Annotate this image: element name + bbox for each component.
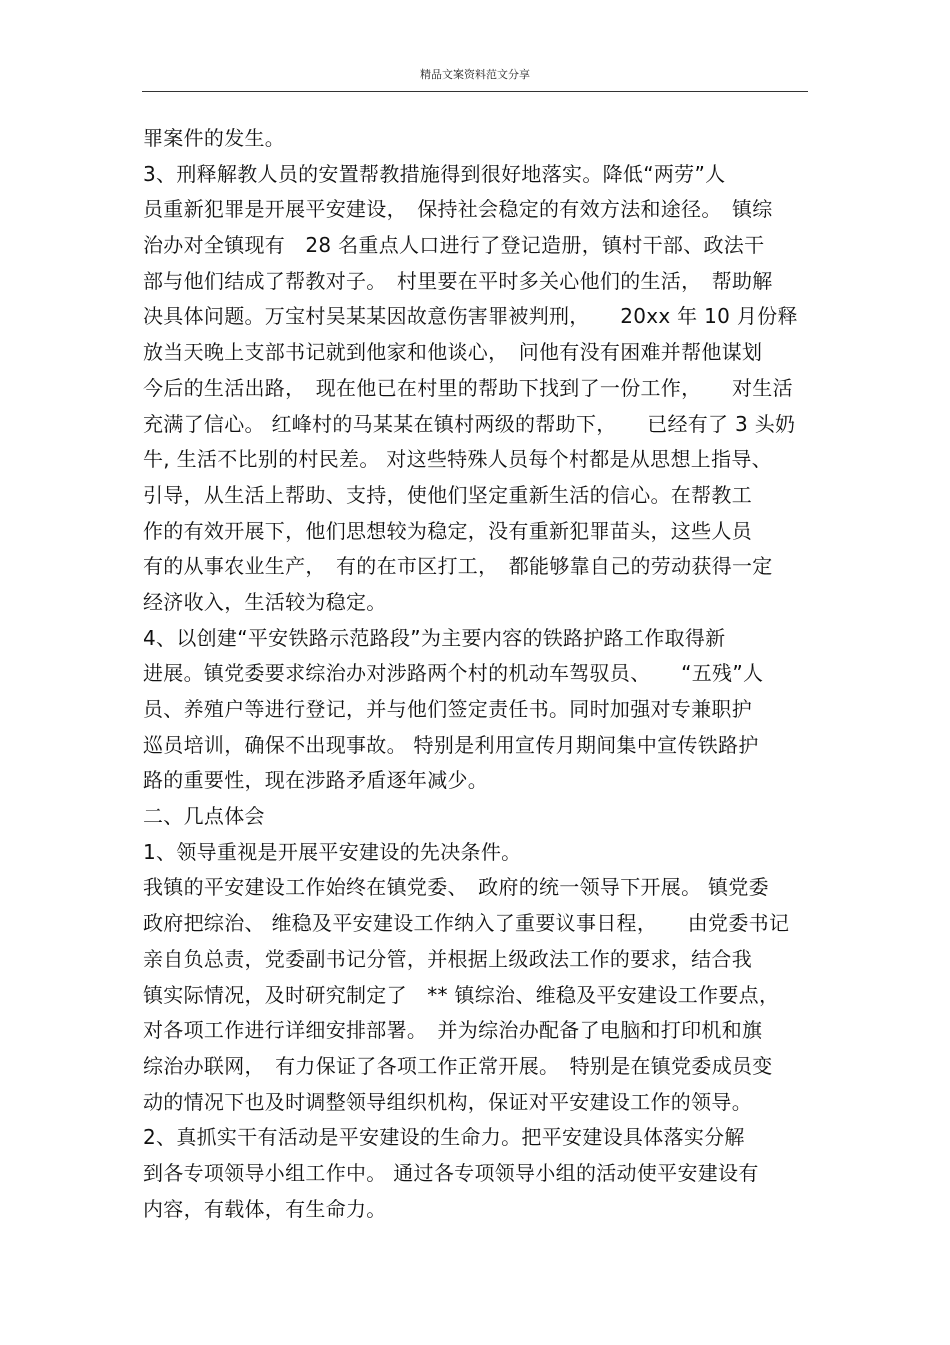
text-line: 2、真抓实干有活动是平安建设的生命力。把平安建设具体落实分解 [143,1125,745,1150]
text-line: 我镇的平安建设工作始终在镇党委、 政府的统一领导下开展。 镇党委 [143,875,769,900]
text-line: 动的情况下也及时调整领导组织机构，保证对平安建设工作的领导。 [143,1089,752,1114]
text-line: 亲自负总责，党委副书记分管，并根据上级政法工作的要求，结合我 [143,946,752,971]
text-line: 巡员培训，确保不出现事故。 特别是利用宣传月期间集中宣传铁路护 [143,732,759,757]
text-line: 经济收入，生活较为稳定。 [143,589,387,614]
text-line: 有的从事农业生产， 有的在市区打工， 都能够靠自己的劳动获得一定 [143,554,773,579]
text-line: 对各项工作进行详细安排部署。 并为综治办配备了电脑和打印机和旗 [143,1018,763,1043]
text-line: 今后的生活出路， 现在他已在村里的帮助下找到了一份工作， 对生活 [143,375,793,400]
text-line: 引导，从生活上帮助、支持，使他们坚定重新生活的信心。在帮教工 [143,482,752,507]
header-divider [142,91,808,92]
page-header: 精品文案资料范文分享 [420,68,530,81]
text-line: 充满了信心。 红峰村的马某某在镇村两级的帮助下， 已经有了 3 头奶 [143,411,796,436]
text-line: 路的重要性，现在涉路矛盾逐年减少。 [143,768,489,793]
document-body [143,121,808,1227]
text-line: 部与他们结成了帮教对子。 村里要在平时多关心他们的生活， 帮助解 [143,268,773,293]
text-line: 综治办联网， 有力保证了各项工作正常开展。 特别是在镇党委成员变 [143,1053,773,1078]
text-line: 决具体问题。万宝村吴某某因故意伤害罪被判刑， 20xx 年 10 月份释 [143,304,798,329]
text-line: 牛, 生活不比别的村民差。 对这些特殊人员每个村都是从思想上指导、 [143,447,772,472]
text-line: 政府把综治、 维稳及平安建设工作纳入了重要议事日程， 由党委书记 [143,911,790,936]
text-line: 1、领导重视是开展平安建设的先决条件。 [143,839,522,864]
text-line: 4、以创建“平安铁路示范路段”为主要内容的铁路护路工作取得新 [143,625,726,650]
text-line: 镇实际情况，及时研究制定了 ** 镇综治、维稳及平安建设工作要点， [143,982,780,1007]
text-line: 进展。镇党委要求综治办对涉路两个村的机动车驾驭员、 “五残”人 [143,661,764,686]
text-line: 罪案件的发生。 [143,126,286,150]
text-line: 治办对全镇现有 28 名重点人口进行了登记造册，镇村干部、政法干 [143,233,765,258]
section-heading: 二、几点体会 [143,804,265,829]
text-line: 内容，有载体，有生命力。 [143,1196,387,1221]
text-line: 作的有效开展下，他们思想较为稳定，没有重新犯罪苗头，这些人员 [143,518,752,543]
text-line: 员重新犯罪是开展平安建设， 保持社会稳定的有效方法和途径。 镇综 [143,197,773,222]
text-line: 3、刑释解教人员的安置帮教措施得到很好地落实。降低“两劳”人 [143,161,726,186]
text-line: 到各专项领导小组工作中。 通过各专项领导小组的活动使平安建设有 [143,1160,759,1185]
text-line: 放当天晚上支部书记就到他家和他谈心， 问他有没有困难并帮他谋划 [143,340,763,365]
text-line: 员、养殖户等进行登记，并与他们签定责任书。同时加强对专兼职护 [143,697,752,721]
